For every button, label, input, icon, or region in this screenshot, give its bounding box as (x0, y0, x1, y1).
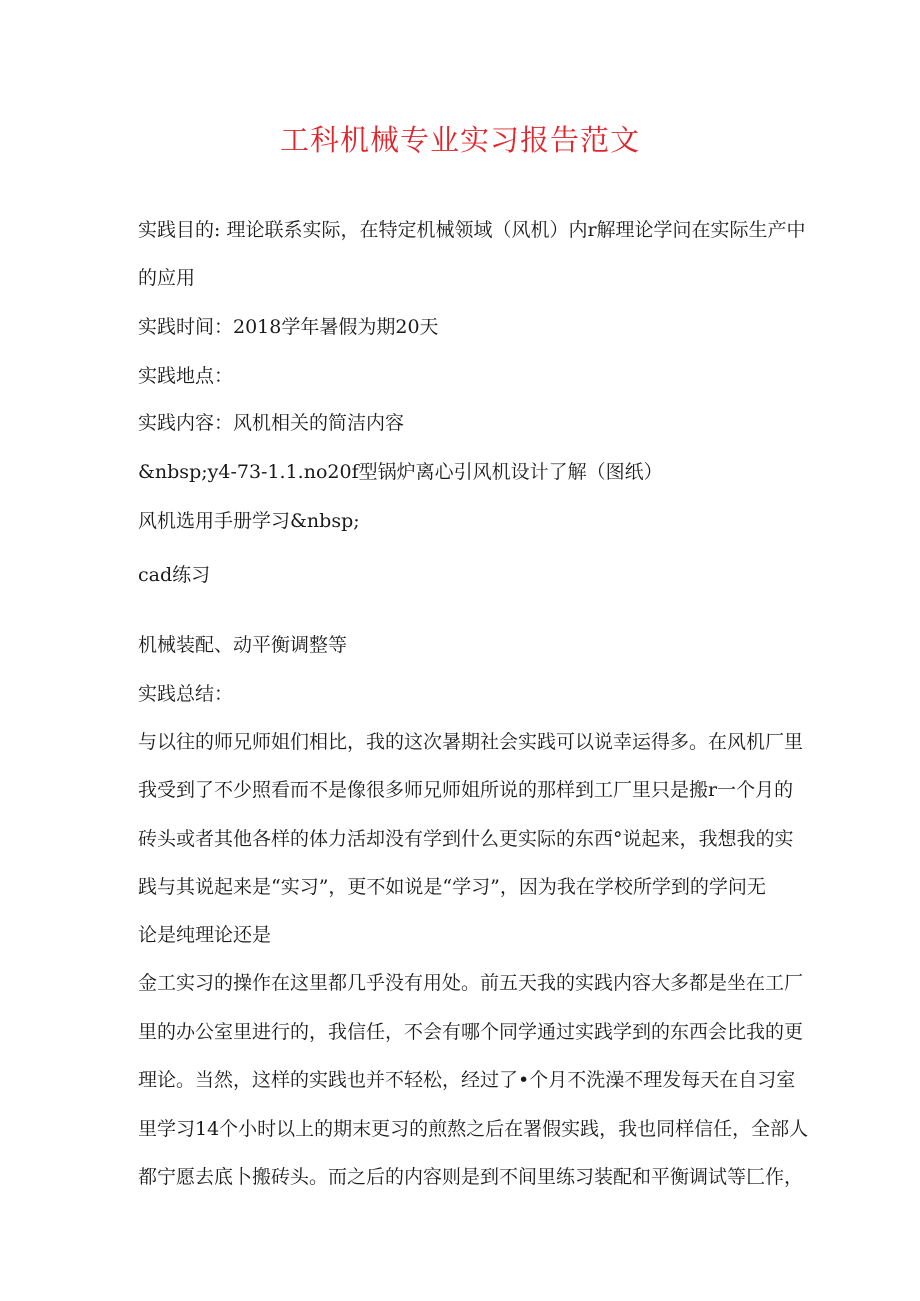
purpose-line-2: 的应用 (138, 267, 196, 289)
summary-p2-line: 理论。当然，这样的实践也并不轻松，经过了•个月不洗澡不理发每天在自习室 (138, 1069, 796, 1091)
content-item-2: 风机选用手册学习&nbsp; (138, 510, 360, 532)
summary-p1-line: 与以往的师兄师姐们相比，我的这次暑期社会实践可以说幸运得多。在风机厂里 (138, 731, 804, 753)
purpose-line-1: 实践目的: 理论联系实际，在特定机械领域（风机）内r解理论学问在实际生产中 (138, 219, 806, 241)
content-line: 实践内容：风机相关的简洁内容 (138, 412, 405, 434)
summary-p2-line: 都宁愿去底卜搬砖头。而之后的内容则是到不间里练习装配和平衡调试等匚作， (138, 1166, 804, 1188)
summary-p2-line: 里的办公室里进行的，我信任，不会有哪个同学通过实践学到的东西会比我的更 (138, 1021, 804, 1043)
time-line: 实践时间：2018学年暑假为期20天 (138, 316, 439, 338)
summary-p1-line: 我受到了不少照看而不是像很多师兄师姐所说的那样到工厂里只是搬r一个月的 (138, 779, 794, 801)
summary-p1-line: 砖头或者其他各样的体力活却没有学到什么更实际的东西°说起来，我想我的实 (138, 828, 794, 850)
summary-p2-line: 金工实习的操作在这里都几乎没有用处。前五天我的实践内容大多都是坐在工厂 (138, 972, 804, 994)
place-line: 实践地点： (138, 365, 234, 387)
summary-label: 实践总结： (138, 683, 234, 705)
summary-p1-line: 论是纯理论还是 (138, 924, 272, 946)
document-title: 工科机械专业实习报告范文 (279, 123, 640, 157)
content-item-1: &nbsp;y4-73-1.1.no20f型锅炉离心引风机设计了解（图纸） (138, 461, 663, 483)
summary-p1-line: 践与其说起来是“实习”，更不如说是“学习”，因为我在学校所学到的学问无 (138, 876, 766, 898)
summary-p2-line: 里学习14个小时以上的期末更习的煎熬之后在署假实践，我也同样信任，全部人 (138, 1118, 809, 1140)
content-item-3: cad练习 (138, 564, 211, 586)
content-item-4: 机械装配、动平衡调整等 (138, 634, 348, 656)
